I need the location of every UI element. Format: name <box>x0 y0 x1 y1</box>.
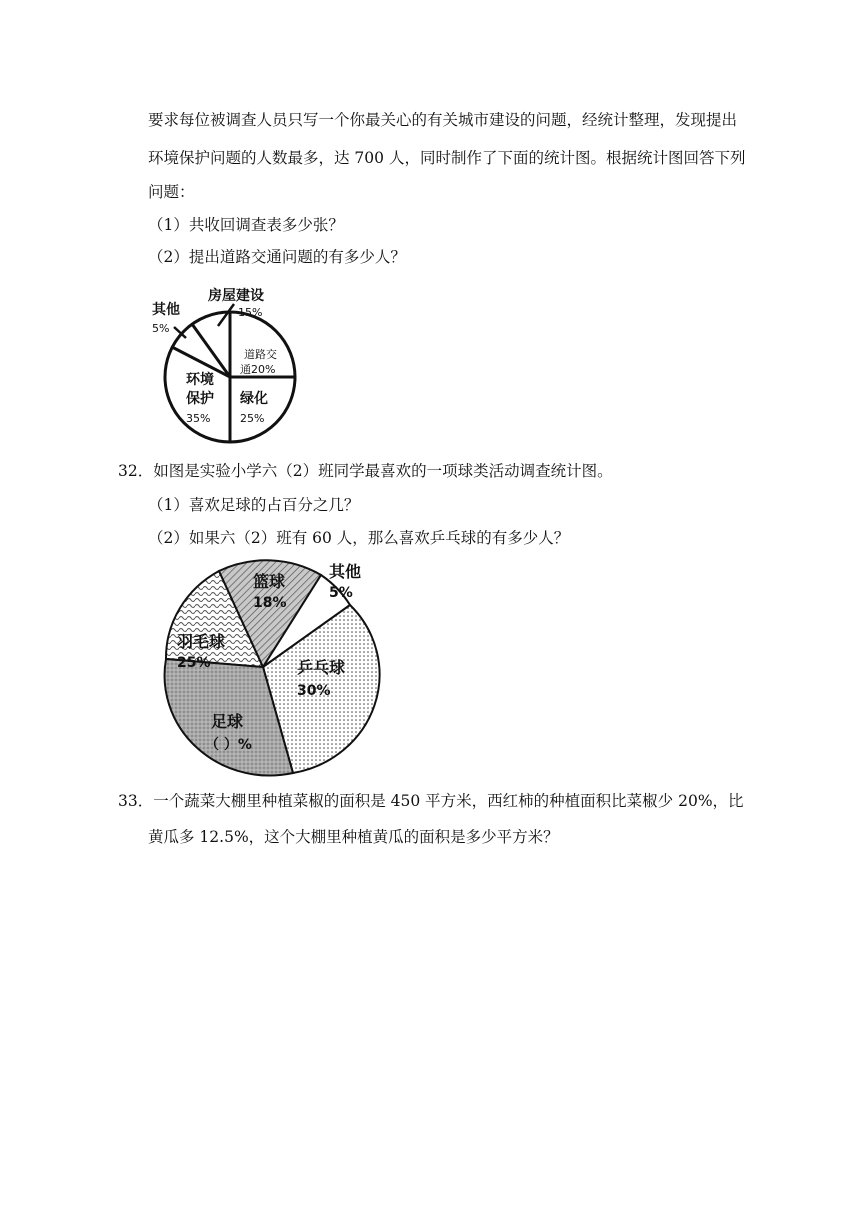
label-green-name: 绿化 <box>240 391 268 407</box>
pie1-leader-house <box>218 304 234 326</box>
label-env-name-1: 环境 <box>186 372 214 388</box>
label-pingpong-pct: 30% <box>297 683 331 699</box>
label-green-pct: 25% <box>240 412 265 425</box>
q32-stem: 32．如图是实验小学六（2）班同学最喜欢的一项球类活动调查统计图。 <box>118 462 613 480</box>
label-road-pct: 通20% <box>240 363 276 376</box>
label-basketball-name: 篮球 <box>253 572 286 591</box>
label-football-name: 足球 <box>211 712 244 731</box>
label-other-name: 其他 <box>329 562 362 581</box>
label-other-pct: 5% <box>329 585 353 601</box>
label-env-name-2: 保护 <box>186 391 214 407</box>
label-badminton-pct: 25% <box>177 655 211 671</box>
q31-line-1: 要求每位被调查人员只写一个你最关心的有关城市建设的问题，经统计整理，发现提出 <box>148 111 738 129</box>
q32-subquestion-1: （1）喜欢足球的占百分之几？ <box>148 496 360 514</box>
city-issues-pie-chart <box>148 280 308 445</box>
label-env-pct: 35% <box>186 412 211 425</box>
q31-line-2: 环境保护问题的人数最多，达 700 人，同时制作了下面的统计图。根据统计图回答下列 <box>148 149 746 167</box>
q31-subquestion-1: （1）共收回调查表多少张？ <box>148 216 344 234</box>
label-pingpong-name: 乒乓球 <box>297 658 346 677</box>
label-house-pct: 15% <box>238 306 263 319</box>
label-football-pct: （ ）% <box>205 737 252 753</box>
label-other-pct: 5% <box>152 322 170 335</box>
label-house-name: 房屋建设 <box>208 288 264 304</box>
q33-line-1: 33．一个蔬菜大棚里种植菜椒的面积是 450 平方米，西红柿的种植面积比菜椒少 20%，比 <box>118 792 744 810</box>
label-other-name: 其他 <box>152 302 180 318</box>
pie1-divider-upper-left <box>192 324 230 377</box>
label-badminton-name: 羽毛球 <box>177 632 226 651</box>
label-basketball-pct: 18% <box>253 595 287 611</box>
q33-line-2: 黄瓜多 12.5%，这个大棚里种植黄瓜的面积是多少平方米？ <box>148 828 559 846</box>
ball-games-pie-chart <box>155 555 385 780</box>
q31-line-3: 问题： <box>148 183 195 201</box>
label-road-name: 道路交 <box>244 348 277 361</box>
q31-subquestion-2: （2）提出道路交通问题的有多少人？ <box>148 248 406 266</box>
q32-subquestion-2: （2）如果六（2）班有 60 人，那么喜欢乒乓球的有多少人？ <box>148 529 570 547</box>
